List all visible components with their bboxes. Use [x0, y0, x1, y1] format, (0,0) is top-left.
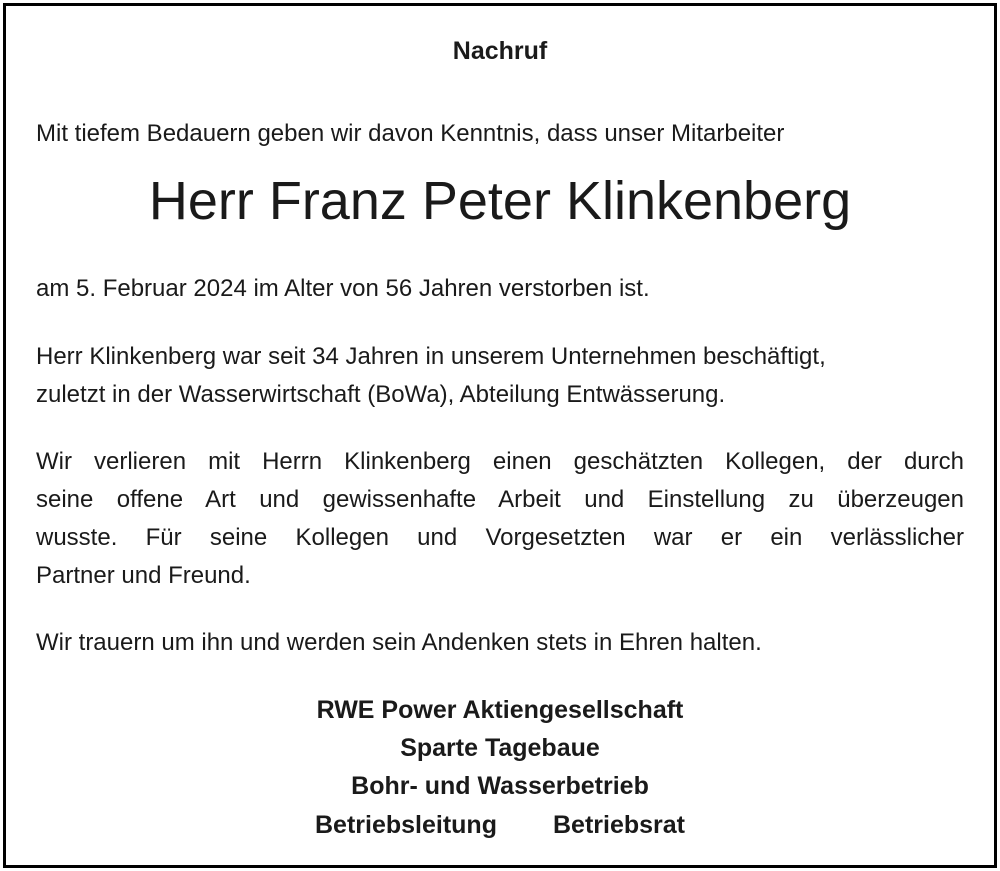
closing-text: Wir trauern um ihn und werden sein Andenken stets in Ehren halten.: [36, 629, 762, 656]
tribute-paragraph: [36, 443, 964, 595]
tribute-line: seine offene Art und gewissenhafte Arbeit und Einstellung zu überzeugen: [36, 486, 964, 513]
intro-text: Mit tiefem Bedauern geben wir davon Kenntnis, dass unser Mitarbeiter: [36, 120, 785, 147]
notice-heading: Nachruf: [452, 37, 548, 65]
signature-unit: Bohr- und Wasserbetrieb: [351, 772, 649, 800]
career-line: zuletzt in der Wasserwirtschaft (BoWa), Abteilung Entwässerung.: [36, 381, 726, 408]
career-paragraph: [36, 338, 964, 414]
signature-signatories: [36, 806, 964, 844]
deceased-name: Herr Franz Peter Klinkenberg: [148, 171, 852, 231]
career-line: Herr Klinkenberg war seit 34 Jahren in unserem Unternehmen beschäftigt,: [36, 343, 826, 370]
signature-company: RWE Power Aktiengesellschaft: [316, 696, 684, 724]
signature-works-council: Betriebsrat: [552, 811, 685, 839]
signature-management: Betriebsleitung: [315, 811, 497, 839]
tribute-line: wusste. Für seine Kollegen und Vorgesetzten war er ein verlässlicher: [36, 524, 964, 551]
signature-division: Sparte Tagebaue: [400, 734, 600, 762]
death-date-text: am 5. Februar 2024 im Alter von 56 Jahren verstorben ist.: [36, 275, 650, 302]
tribute-line: Wir verlieren mit Herrn Klinkenberg einen geschätzten Kollegen, der durch: [36, 448, 964, 475]
tribute-line: Partner und Freund.: [36, 562, 251, 589]
